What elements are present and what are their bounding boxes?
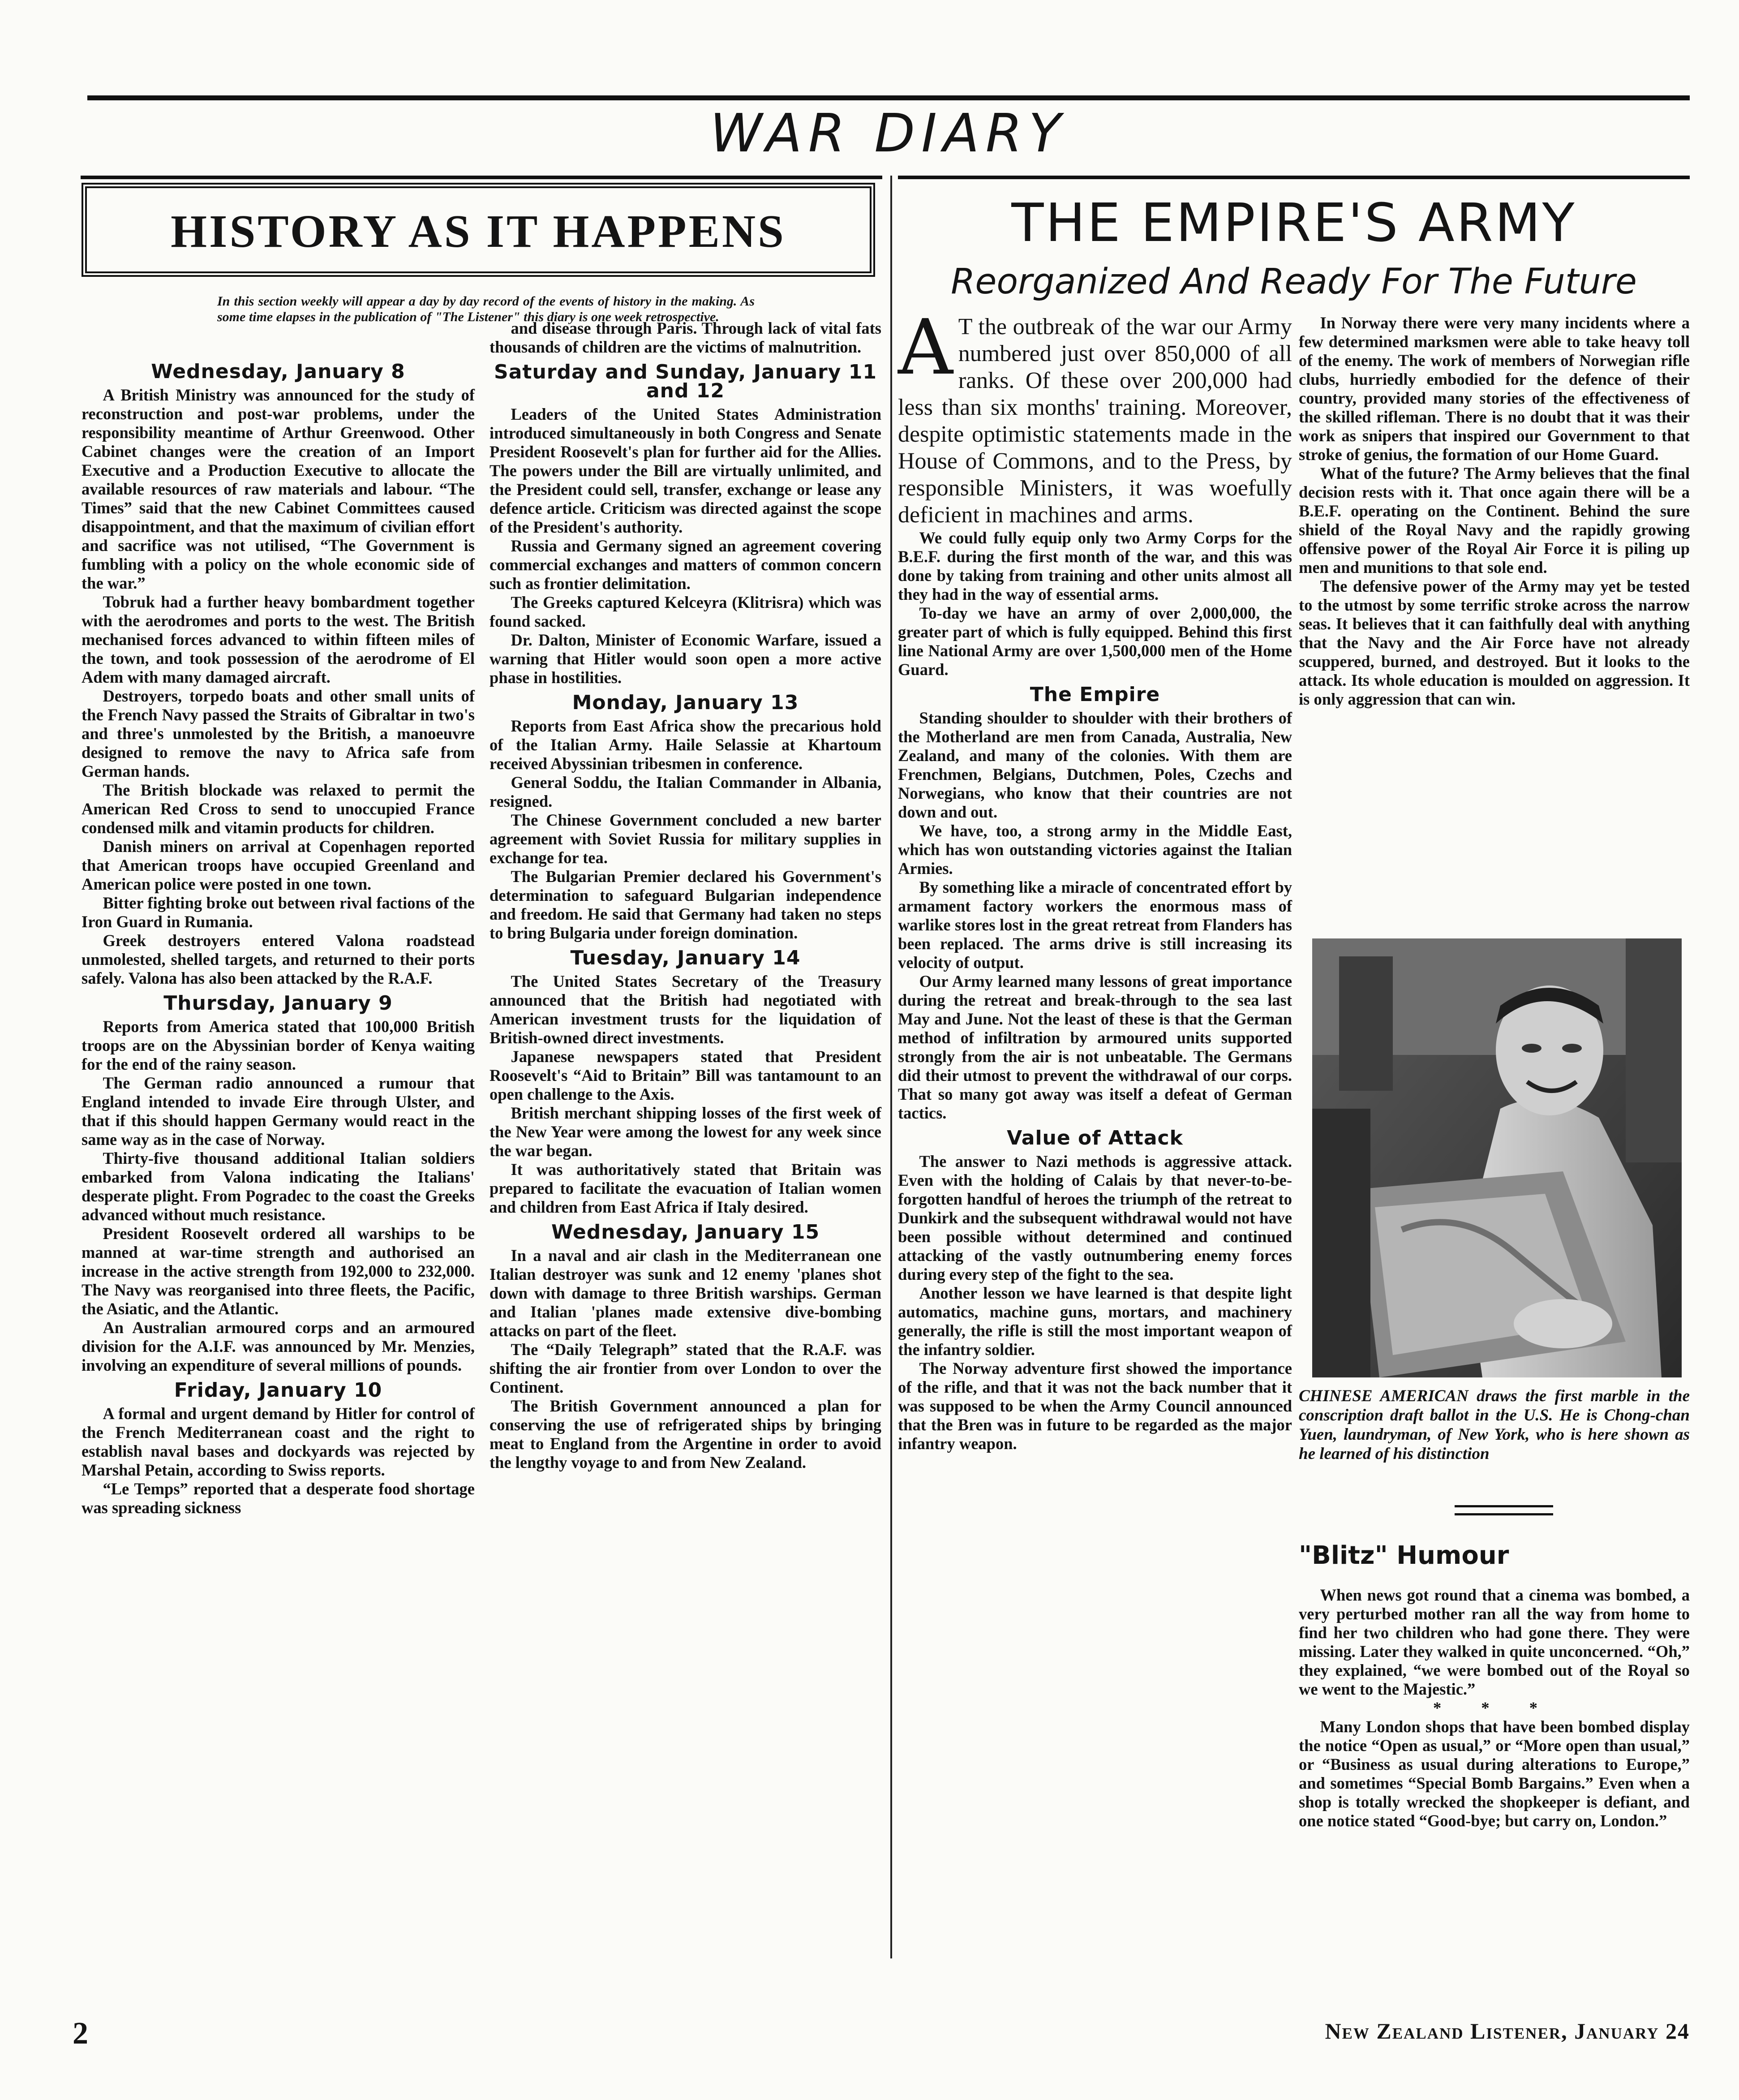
article-paragraph: The defensive power of the Army may yet be tested to the utmost by some terrific stroke across the narrow seas. It believes that it can faithfully deal with anything that the Navy and the Air Force have not already scuppered, burned, and destroyed. But it looks to the attack. Its whole education is moulded on aggression. It is only aggression that can win.	[1299, 577, 1690, 708]
article-paragraph: The Norway adventure first showed the importance of the rifle, and that it was not the back number that it was supposed to be when the Army Council announced that the Bren was in future to be regarded as the major infantry weapon.	[898, 1359, 1292, 1453]
left-rule	[81, 176, 882, 179]
diary-paragraph: The German radio announced a rumour that England intended to invade Eire through Ulster, and that if this should happen Germany would react in the same way as in the case of Norway.	[82, 1074, 475, 1149]
empire-column-1	[898, 303, 1292, 1453]
diary-paragraph: The Bulgarian Premier declared his Government's determination to safeguard Bulgarian independence and freedom. He said that Germany had taken no steps to bring Bulgaria under foreign domination.	[489, 867, 881, 942]
empire-column-2	[1299, 314, 1690, 709]
caption-text: draws the first marble in the conscription draft ballot in the U.S. He is Chong-chan Yuen, laundryman, of New York, who is here shown as he learned of his distinction	[1299, 1387, 1690, 1463]
diary-paragraph: The British Government announced a plan for conserving the use of refrigerated ships by bringing meat to England from the Argentine in order to avoid the lengthy voyage to and from New Zealand.	[489, 1397, 881, 1472]
diary-paragraph: The “Daily Telegraph” stated that the R.A.F. was shifting the air frontier from over London to over the Continent.	[489, 1340, 881, 1396]
diary-paragraph: Reports from East Africa show the precarious hold of the Italian Army. Haile Selassie at Khartoum received Abyssinian tribesmen in conference.	[489, 717, 881, 773]
top-rule	[87, 95, 1690, 100]
empire-paras-2	[898, 709, 1292, 1123]
diary-paragraph: Destroyers, torpedo boats and other small units of the French Navy passed the Straits of Gibraltar in two's and three's unmolested by the British, a manoeuvre designed to remove the navy to Africa safe from German hands.	[82, 687, 475, 780]
article-paragraph: What of the future? The Army believes that the final decision rests with it. That once again there will be a B.E.F. operating on the Continent. Behind the sure shield of the Royal Navy and the rapidly growing offensive power of the Royal Air Force it is piling up men and munitions to that sole end.	[1299, 464, 1690, 577]
lead-paragraph	[898, 303, 1292, 529]
history-title: HISTORY AS IT HAPPENS	[171, 205, 786, 257]
diary-paragraph: “Le Temps” reported that a desperate food shortage was spreading sickness	[82, 1480, 475, 1517]
day-heading: Friday, January 10	[174, 1379, 382, 1402]
diary-paragraph: In a naval and air clash in the Mediterranean one Italian destroyer was sunk and 12 enemy 'planes shot down with damage to three British warships. German and Italian 'planes made extensive dive-bombing attacks on part of the fleet.	[489, 1246, 881, 1340]
diary-paragraph: British merchant shipping losses of the first week of the New Year were among the lowest for any week since the war began.	[489, 1104, 881, 1160]
empire-paras-1	[898, 529, 1292, 679]
history-title-box	[82, 183, 875, 277]
diary-paragraph: The Chinese Government concluded a new barter agreement with Soviet Russia for military supplies in exchange for tea.	[489, 811, 881, 867]
empire-paras-3	[898, 1152, 1292, 1453]
diary-paragraph: A formal and urgent demand by Hitler for control of the French Mediterranean coast and the right to establish naval bases and dockyards was rejected by Marshal Petain, according to Swiss reports.	[82, 1404, 475, 1479]
lead-text: T the outbreak of the war our Army numbered just over 850,000 of all ranks. Of these over 200,000 had less than six months' training. Moreover, despite optimistic statements made in the House of Commons, and to the Press, by responsible Ministers, it was woefully deficient in machines and arms.	[898, 314, 1292, 528]
diary-paragraph: Leaders of the United States Administration introduced simultaneously in both Congress and Senate President Roosevelt's plan for further aid for the Allies. The powers under the Bill are virtually unlimited, and the President could sell, transfer, exchange or lease any defence article. Criticism was directed against the scope of the President's authority.	[489, 405, 881, 536]
diary-paragraph: Reports from America stated that 100,000 British troops are on the Abyssinian border of Kenya waiting for the end of the rainy season.	[82, 1017, 475, 1073]
article-paragraph: In Norway there were very many incidents where a few determined marksmen were able to take heavy toll of the enemy. The work of members of Norwegian rifle clubs, hurriedly embodied for the defence of their country, provided many stories of the effectiveness of the skilled rifleman. There is no doubt that it was their work as snipers that inspired our Government to that stroke of genius, the formation of our Home Guard.	[1299, 314, 1690, 464]
blitz-para-2: Many London shops that have been bombed display the notice “Open as usual,” or “More open than usual,” or “Business as usual during alterations to Europe,” and sometimes “Special Bomb Bargains.” Even when a shop is totally wrecked the shopkeeper is defiant, and one notice stated “Good-bye; but carry on, London.”	[1299, 1717, 1690, 1830]
photo-chinese-american	[1312, 938, 1682, 1377]
right-rule	[898, 176, 1690, 179]
diary-paragraph: It was authoritatively stated that Britain was prepared to facilitate the evacuation of Italian women and children from East Africa if Italy desired.	[489, 1160, 881, 1216]
diary-paragraph: Bitter fighting broke out between rival factions of the Iron Guard in Rumania.	[82, 894, 475, 931]
blitz-stars: * * *	[1433, 1699, 1555, 1717]
diary-paragraph: Thirty-five thousand additional Italian soldiers embarked from Valona indicating the Italians' desperate plight. From Pogradec to the coast the Greeks advanced without much resistance.	[82, 1149, 475, 1224]
diary-paragraph: The Greeks captured Kelceyra (Klitrisra) which was found sacked.	[489, 593, 881, 630]
day-heading: Thursday, January 9	[163, 992, 393, 1015]
section-banner: WAR DIARY	[710, 102, 1067, 164]
diary-paragraph: Russia and Germany signed an agreement covering commercial exchanges and matters of common concern such as frontier delimitation.	[489, 537, 881, 593]
diary-paragraph: and disease through Paris. Through lack of vital fats thousands of children are the victims of malnutrition.	[489, 319, 881, 356]
publication-footer: New Zealand Listener, January 24	[1325, 2018, 1690, 2044]
diary-paragraph: An Australian armoured corps and an armoured division for the A.I.F. was announced by Mr. Menzies, involving an expenditure of several millions of pounds.	[82, 1318, 475, 1374]
diary-paragraph: A British Ministry was announced for the study of reconstruction and post-war problems, under the responsibility meantime of Arthur Greenwood. Other Cabinet changes were the creation of an Import Executive and a Production Executive to allocate the available resources of raw materials and labour. “The Times” said that the new Cabinet Committees caused disappointment, and that the maximum of civilian effort and sacrifice was not utilised, “The Government is fumbling with a policy on the whole economic side of the war.”	[82, 386, 475, 592]
day-heading: Monday, January 13	[572, 691, 799, 714]
blitz-column	[1299, 1586, 1690, 1830]
day-heading: Tuesday, January 14	[570, 947, 801, 969]
empire-title: THE EMPIRE'S ARMY	[1011, 192, 1576, 254]
article-paragraph: By something like a miracle of concentrated effort by armament factory workers the enormous mass of warlike stores lost in the great retreat from Flanders has been replaced. The arms drive is still increasing its velocity of output.	[898, 878, 1292, 972]
history-intro: In this section weekly will appear a day by day record of the events of history in the making. As some time elapses in the publication of "The Listener" this diary is one week retrospective.	[217, 294, 755, 324]
diary-paragraph: Tobruk had a further heavy bombardment together with the aerodromes and ports to the west. The British mechanised forces advanced to within fifteen miles of the town, and took possession of the aerodrome of El Adem with many damaged aircraft.	[82, 593, 475, 686]
blitz-title: "Blitz" Humour	[1299, 1541, 1509, 1570]
diary-paragraph: General Soddu, the Italian Commander in Albania, resigned.	[489, 773, 881, 810]
heading-value-of-attack: Value of Attack	[1007, 1127, 1183, 1149]
column-divider	[890, 176, 892, 1958]
day-heading: Wednesday, January 8	[151, 360, 405, 383]
article-paragraph: Standing shoulder to shoulder with their brothers of the Motherland are men from Canada, Australia, New Zealand, and many of the colonies. With them are Frenchmen, Belgians, Dutchmen, Poles, Czechs and Norwegians, who know that their countries are not down and out.	[898, 709, 1292, 821]
diary-paragraph: The United States Secretary of the Treasury announced that the British had negotiated with American investment trusts for the liquidation of British-owned direct investments.	[489, 972, 881, 1047]
heading-the-empire: The Empire	[1030, 683, 1160, 706]
article-paragraph: Our Army learned many lessons of great importance during the retreat and break-through to the sea last May and June. Not the least of these is that the German method of infiltration by armoured units supported strongly from the air is not unbeatable. The Germans did their utmost to prevent the withdrawal of our corps. That so many got away was itself a defeat of German tactics.	[898, 972, 1292, 1122]
photo-caption	[1299, 1386, 1690, 1463]
diary-paragraph: The British blockade was relaxed to permit the American Red Cross to send to unoccupied France condensed milk and vitamin products for children.	[82, 781, 475, 837]
diary-paragraph: Greek destroyers entered Valona roadstead unmolested, shelled targets, and returned to their ports safely. Valona has also been attacked by the R.A.F.	[82, 931, 475, 987]
history-column-2	[489, 319, 881, 1472]
blitz-para-1: When news got round that a cinema was bombed, a very perturbed mother ran all the way from home to find her two children who had gone there. They were missing. Later they walked in quite unconcerned. “Oh,” they explained, “we were bombed out of the Royal so we went to the Majestic.”	[1299, 1586, 1690, 1698]
article-paragraph: We have, too, a strong army in the Middle East, which has won outstanding victories against the Italian Armies.	[898, 822, 1292, 878]
caption-lead: CHINESE AMERICAN	[1299, 1387, 1468, 1405]
diary-paragraph: Dr. Dalton, Minister of Economic Warfare, issued a warning that Hitler would soon open a more active phase in hostilities.	[489, 631, 881, 687]
diary-paragraph: Danish miners on arrival at Copenhagen reported that American troops have occupied Greenland and American police were posted in one town.	[82, 837, 475, 893]
article-paragraph: The answer to Nazi methods is aggressive attack. Even with the holding of Calais by that never-to-be-forgotten handful of heroes the triumph of the retreat to Dunkirk and the subsequent withdrawal would not have been possible without determined and continued attacking of the vastly outnumbering enemy forces during every step of the fight to the sea.	[898, 1152, 1292, 1283]
history-column-1	[82, 356, 475, 1517]
photo-illustration	[1312, 938, 1682, 1377]
article-paragraph: We could fully equip only two Army Corps for the B.E.F. during the first month of the war, and this was done by taking from training and other units almost all they had in the way of essential arms.	[898, 529, 1292, 603]
empire-paras-4	[1299, 314, 1690, 709]
article-paragraph: Another lesson we have learned is that despite light automatics, machine guns, mortars, and machinery generally, the rifle is still the most important weapon of the infantry soldier.	[898, 1284, 1292, 1359]
page-number: 2	[73, 2016, 88, 2051]
drop-cap: A	[898, 303, 953, 392]
day-heading: Wednesday, January 15	[551, 1221, 820, 1244]
diary-paragraph: Japanese newspapers stated that President Roosevelt's “Aid to Britain” Bill was tantamount to an open challenge to the Axis.	[489, 1047, 881, 1103]
diary-paragraph: President Roosevelt ordered all warships to be manned at war-time strength and authorised an increase in the active strength from 192,000 to 232,000. The Navy was reorganised into three fleets, the Pacific, the Asiatic, and the Atlantic.	[82, 1224, 475, 1318]
empire-subtitle: Reorganized And Ready For The Future	[951, 262, 1637, 302]
day-heading: Saturday and Sunday, January 11 and 12	[494, 361, 877, 402]
article-paragraph: To-day we have an army of over 2,000,000, the greater part of which is fully equipped. Behind this first line National Army are over 1,500,000 men of the Home Guard.	[898, 604, 1292, 679]
caption-rule-2	[1455, 1513, 1553, 1515]
caption-rule-1	[1455, 1505, 1553, 1507]
